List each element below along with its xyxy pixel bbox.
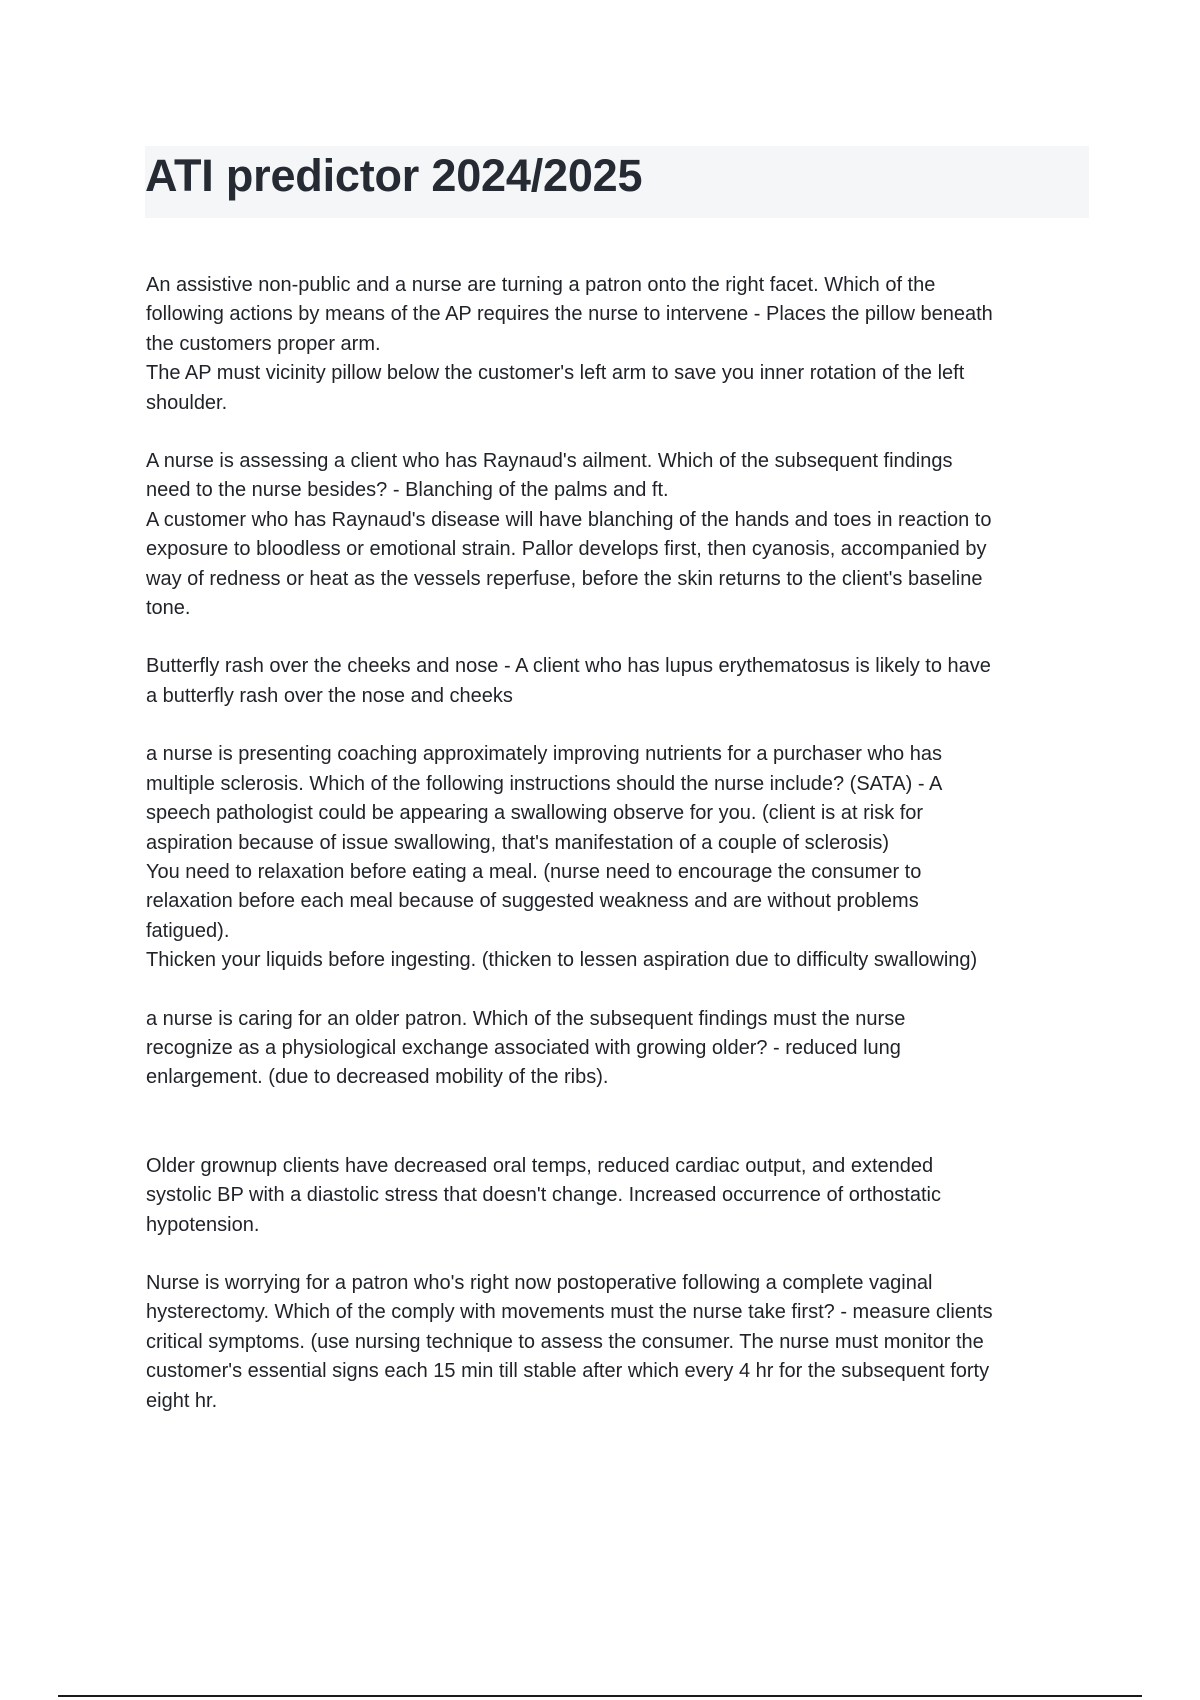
title-banner	[145, 146, 1089, 218]
text-line: exposure to bloodless or emotional strain. Pallor develops first, then cyanosis, accompanied by	[146, 538, 987, 561]
text-line: a nurse is presenting coaching approximately improving nutrients for a purchaser who has	[146, 743, 942, 766]
footer-divider	[58, 1695, 1142, 1697]
text-line: the customers proper arm.	[146, 332, 381, 355]
text-line: following actions by means of the AP requires the nurse to intervene - Places the pillow beneath	[146, 303, 993, 326]
text-line: eight hr.	[146, 1389, 218, 1412]
text-line: You need to relaxation before eating a meal. (nurse need to encourage the consumer to	[146, 860, 922, 883]
text-line: enlargement. (due to decreased mobility of the ribs).	[146, 1066, 609, 1089]
paragraph-raynauds	[146, 447, 1096, 623]
text-line: a nurse is caring for an older patron. Which of the subsequent findings must the nurse	[146, 1007, 906, 1030]
text-line: critical symptoms. (use nursing technique to assess the consumer. The nurse must monitor the	[146, 1330, 984, 1353]
text-line: multiple sclerosis. Which of the following instructions should the nurse include? (SATA) - A	[146, 772, 943, 795]
paragraph-multiple-sclerosis	[146, 740, 1096, 975]
text-line: speech pathologist could be appearing a swallowing observe for you. (client is at risk for	[146, 802, 924, 825]
document-body	[146, 271, 1096, 1445]
text-line: Nurse is worrying for a patron who's right now postoperative following a complete vaginal	[146, 1271, 933, 1294]
text-line: aspiration because of issue swallowing, that's manifestation of a couple of sclerosis)	[146, 831, 890, 854]
text-line: The AP must vicinity pillow below the customer's left arm to save you inner rotation of the left	[146, 362, 965, 385]
paragraph-ap-turning-client	[146, 271, 1096, 418]
text-line: shoulder.	[146, 391, 228, 414]
text-line: A customer who has Raynaud's disease will have blanching of the hands and toes in reaction to	[146, 508, 992, 531]
paragraph-older-patron	[146, 1005, 1096, 1093]
text-line: Thicken your liquids before ingesting. (thicken to lessen aspiration due to difficulty swallowing)	[146, 949, 978, 972]
document-title: ATI predictor 2024/2025	[145, 150, 643, 201]
text-line: A nurse is assessing a client who has Raynaud's ailment. Which of the subsequent findings	[146, 450, 953, 473]
text-line: relaxation before each meal because of suggested weakness and are without problems	[146, 890, 919, 913]
text-line: need to the nurse besides? - Blanching of the palms and ft.	[146, 479, 669, 502]
text-line: customer's essential signs each 15 min till stable after which every 4 hr for the subsequent forty	[146, 1360, 990, 1383]
paragraph-older-adult-changes	[146, 1152, 1096, 1240]
text-line: hysterectomy. Which of the comply with movements must the nurse take first? - measure clients	[146, 1301, 993, 1324]
text-line: Butterfly rash over the cheeks and nose - A client who has lupus erythematosus is likely to have	[146, 655, 991, 678]
text-line: way of redness or heat as the vessels reperfuse, before the skin returns to the client's baseline	[146, 567, 983, 590]
text-line: An assistive non-public and a nurse are turning a patron onto the right facet. Which of the	[146, 274, 936, 296]
text-line: systolic BP with a diastolic stress that doesn't change. Increased occurrence of orthostatic	[146, 1184, 941, 1207]
text-line: hypotension.	[146, 1213, 260, 1236]
text-line: Older grownup clients have decreased oral temps, reduced cardiac output, and extended	[146, 1154, 934, 1177]
paragraph-butterfly-rash	[146, 652, 1096, 711]
text-line: recognize as a physiological exchange associated with growing older? - reduced lung	[146, 1036, 901, 1059]
text-line: a butterfly rash over the nose and cheeks	[146, 684, 513, 707]
paragraph-hysterectomy	[146, 1269, 1096, 1416]
text-line: tone.	[146, 597, 191, 620]
text-line: fatigued).	[146, 919, 230, 942]
